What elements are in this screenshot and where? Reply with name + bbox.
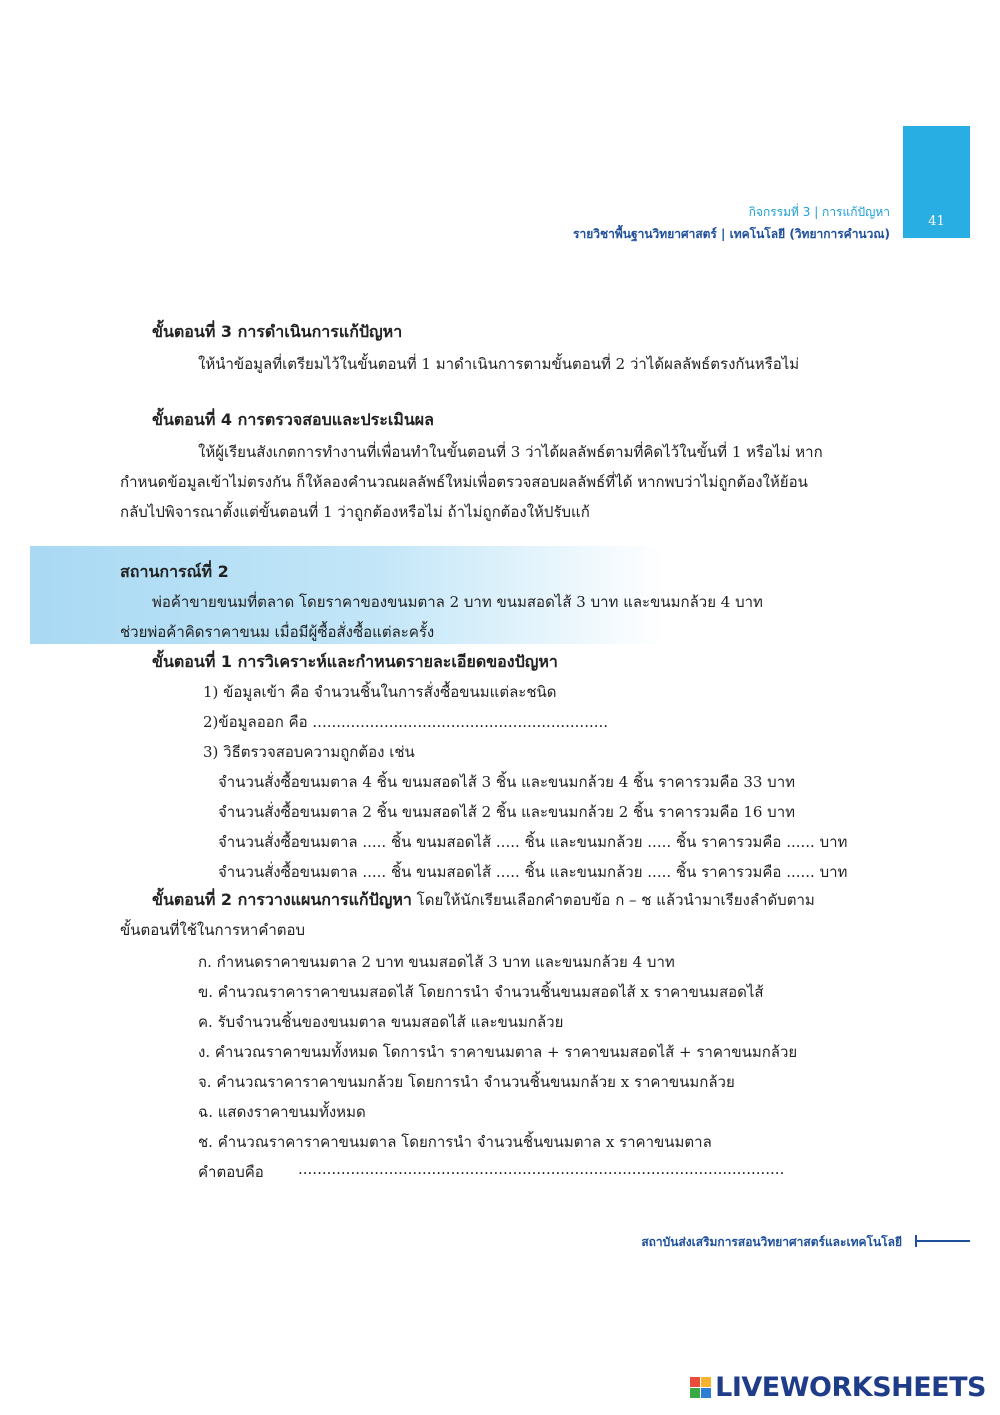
step4-line-2: กำหนดข้อมูลเข้าไม่ตรงกัน ก็ให้ลองคำนวณผลลัพธ์ใหม่เพื่อตรวจสอบผลลัพธ์ที่ได้ หากพบว่าไม่ถูกต้องให้ย้อน bbox=[120, 473, 808, 491]
option-kho: ข. คำนวณราคาราคาขนมสอดไส้ โดยการนำ จำนวนชิ้นขนมสอดไส้ x ราคาขนมสอดไส้ bbox=[198, 983, 764, 1001]
step3-text: ให้นำข้อมูลที่เตรียมไว้ในขั้นตอนที่ 1 มาดำเนินการตามขั้นตอนที่ 2 ว่าได้ผลลัพธ์ตรงกันหรือไม่ bbox=[198, 355, 800, 373]
s2-step2-instruction bbox=[152, 888, 815, 913]
s2-step1-output[interactable]: 2)ข้อมูลออก คือ .............................................................. bbox=[203, 713, 609, 731]
s2-step1-input: 1) ข้อมูลเข้า คือ จำนวนชิ้นในการสั่งซื้อขนมแต่ละชนิด bbox=[203, 683, 557, 701]
step4-line-3: กลับไปพิจารณาตั้งแต่ขั้นตอนที่ 1 ว่าถูกต้องหรือไม่ ถ้าไม่ถูกต้องให้ปรับแก้ bbox=[120, 503, 590, 521]
option-kho-khwai: ค. รับจำนวนชิ้นของขนมตาล ขนมสอดไส้ และขนมกล้วย bbox=[198, 1013, 564, 1031]
footer-institute: สถาบันส่งเสริมการสอนวิทยาศาสตร์และเทคโนโลยี bbox=[641, 1235, 902, 1249]
liveworksheets-watermark bbox=[690, 1372, 986, 1403]
s2-step2-instruction-text: โดยให้นักเรียนเลือกคำตอบข้อ ก – ช แล้วนำมาเรียงลำดับตาม bbox=[411, 891, 815, 909]
s2-step2-title: ขั้นตอนที่ 2 การวางแผนการแก้ปัญหา bbox=[152, 890, 412, 909]
step3-title: ขั้นตอนที่ 3 การดำเนินการแก้ปัญหา bbox=[152, 322, 403, 341]
example-line-4[interactable]: จำนวนสั่งซื้อขนมตาล ..... ชิ้น ขนมสอดไส้ ..... ชิ้น และขนมกล้วย ..... ชิ้น ราคารวมคือ ...... บาท bbox=[218, 863, 848, 881]
example-line-1: จำนวนสั่งซื้อขนมตาล 4 ชิ้น ขนมสอดไส้ 3 ชิ้น และขนมกล้วย 4 ชิ้น ราคารวมคือ 33 บาท bbox=[218, 773, 796, 791]
page-number: 41 bbox=[928, 214, 945, 229]
option-ngo: ง. คำนวณราคาขนมทั้งหมด โดการนำ ราคาขนมตาล + ราคาขนมสอดไส้ + ราคาขนมกล้วย bbox=[198, 1043, 798, 1061]
situation-line-1: พ่อค้าขายขนมที่ตลาด โดยราคาของขนมตาล 2 บาท ขนมสอดไส้ 3 บาท และขนมกล้วย 4 บาท bbox=[152, 593, 763, 611]
s2-step2-instruction-line-2: ขั้นตอนที่ใช้ในการหาคำตอบ bbox=[120, 921, 306, 939]
answer-blank[interactable]: ...................................................................................................... bbox=[298, 1160, 785, 1178]
liveworksheets-logo-icon bbox=[690, 1377, 711, 1398]
option-cho: จ. คำนวณราคาราคาขนมกล้วย โดยการนำ จำนวนชิ้นขนมกล้วย x ราคาขนมกล้วย bbox=[198, 1073, 735, 1091]
example-line-3[interactable]: จำนวนสั่งซื้อขนมตาล ..... ชิ้น ขนมสอดไส้ ..... ชิ้น และขนมกล้วย ..... ชิ้น ราคารวมคือ ...... บาท bbox=[218, 833, 848, 851]
answer-label: คำตอบคือ bbox=[198, 1163, 264, 1181]
liveworksheets-brand: LIVEWORKSHEETS bbox=[715, 1372, 986, 1403]
option-ko: ก. กำหนดราคาขนมตาล 2 บาท ขนมสอดไส้ 3 บาท และขนมกล้วย 4 บาท bbox=[198, 953, 675, 971]
s2-step1-title: ขั้นตอนที่ 1 การวิเคราะห์และกำหนดรายละเอียดของปัญหา bbox=[152, 652, 558, 671]
option-cho-chang: ช. คำนวณราคาราคาขนมตาล โดยการนำ จำนวนชิ้นขนมตาล x ราคาขนมตาล bbox=[198, 1133, 712, 1151]
option-chor: ฉ. แสดงราคาขนมทั้งหมด bbox=[198, 1103, 366, 1121]
situation-title: สถานการณ์ที่ 2 bbox=[120, 562, 229, 581]
step4-line-1: ให้ผู้เรียนสังเกตการทำงานที่เพื่อนทำในขั้นตอนที่ 3 ว่าได้ผลลัพธ์ตามที่คิดไว้ในขั้นที่ 1 หรือไม่ หาก bbox=[198, 443, 823, 461]
situation-line-2: ช่วยพ่อค้าคิดราคาขนม เมื่อมีผู้ซื้อสั่งซื้อแต่ละครั้ง bbox=[120, 623, 435, 641]
footer-line bbox=[915, 1240, 970, 1242]
header-subject: รายวิชาพื้นฐานวิทยาศาสตร์ | เทคโนโลยี (วิทยาการคำนวณ) bbox=[573, 227, 890, 241]
example-line-2: จำนวนสั่งซื้อขนมตาล 2 ชิ้น ขนมสอดไส้ 2 ชิ้น และขนมกล้วย 2 ชิ้น ราคารวมคือ 16 บาท bbox=[218, 803, 796, 821]
header-activity: กิจกรรมที่ 3 | การแก้ปัญหา bbox=[748, 205, 890, 219]
s2-step1-check: 3) วิธีตรวจสอบความถูกต้อง เช่น bbox=[203, 743, 415, 761]
step4-title: ขั้นตอนที่ 4 การตรวจสอบและประเมินผล bbox=[152, 410, 434, 429]
